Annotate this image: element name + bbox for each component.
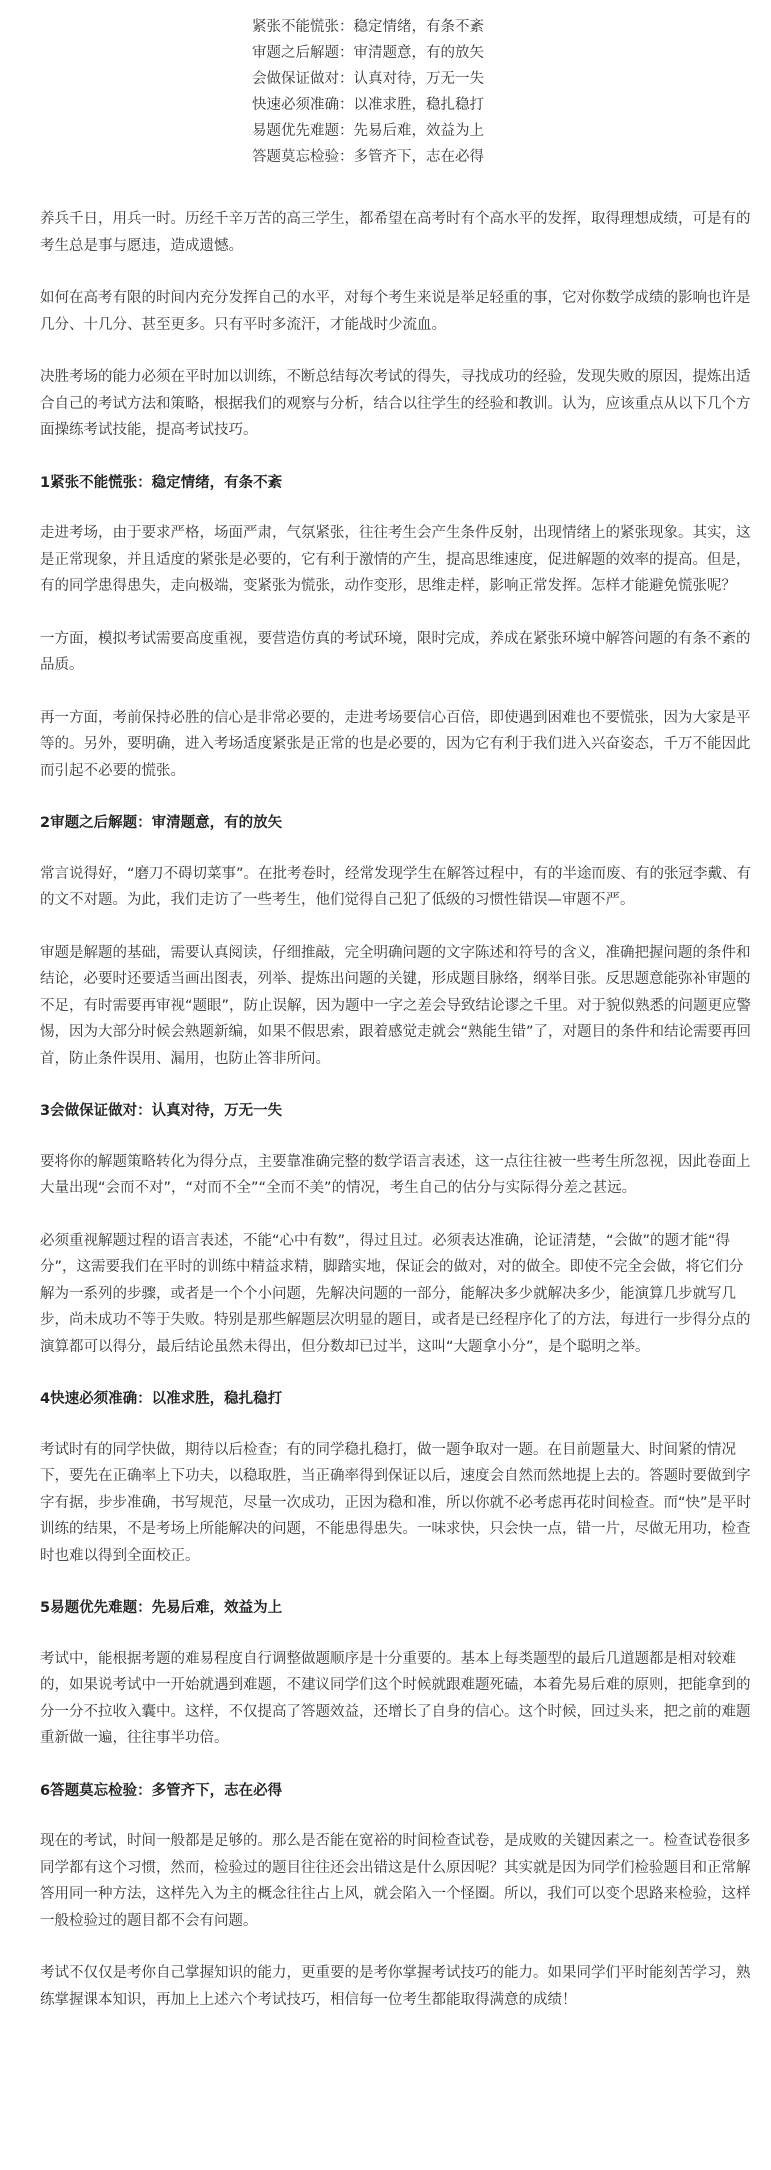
- intro-paragraph: 养兵千日，用兵一时。历经千辛万苦的高三学生，都希望在高考时有个高水平的发挥，取得理想成绩，可是有的考生总是事与愿违，造成遗憾。: [40, 211, 751, 254]
- section-paragraph: 走进考场，由于要求严格，场面严肃，气氛紧张，往往考生会产生条件反射，出现情绪上的紧张现象。其实，这是正常现象，并且适度的紧张是必要的，它有利于激情的产生，提高思维速度，促进解题的效率的提高。但是，有的同学患得患失，走向极端，变紧张为慌张，动作变形，思维走样，影响正常发挥。怎样才能避免慌张呢？: [40, 525, 751, 594]
- section-paragraph: 一方面，模拟考试需要高度重视，要营造仿真的考试环境，限时完成，养成在紧张环境中解答问题的有条不紊的品质。: [40, 630, 751, 673]
- summary-item: 易题优先难题：先易后难，效益为上: [252, 123, 484, 139]
- summary-list: [252, 14, 572, 170]
- section-heading: 5易题优先难题：先易后难，效益为上: [40, 1600, 283, 1616]
- section-paragraph: 考试中，能根据考题的难易程度自行调整做题顺序是十分重要的。基本上每类题型的最后几道题都是相对较难的，如果说考试中一开始就遇到难题，不建议同学们这个时候就跟难题死磕，本着先易后难的原则，把能拿到的分一分不拉收入囊中。这样，不仅提高了答题效益，还增长了自身的信心。这个时候，回过头来，把之前的难题重新做一遍，往往事半功倍。: [40, 1650, 751, 1746]
- section-paragraph: 必须重视解题过程的语言表述，不能“心中有数”，得过且过。必须表达准确，论证清楚，“会做”的题才能“得分”，这需要我们在平时的训练中精益求精，脚踏实地，保证会的做对，对的做全。即使不完全会做，将它们分解为一系列的步骤，或者是一个个小问题，先解决问题的一部分，能解决多少就解决多少，能演算几步就写几步，尚未成功不等于失败。特别是那些解题层次明显的题目，或者是已经程序化了的方法，每进行一步得分点的演算都可以得分，最后结论虽然未得出，但分数却已过半，这叫“大题拿小分”，是个聪明之举。: [40, 1232, 751, 1355]
- summary-item: 快速必须准确：以准求胜，稳扎稳打: [252, 97, 484, 113]
- section-paragraph: 审题是解题的基础，需要认真阅读，仔细推敲，完全明确问题的文字陈述和符号的含义，准确把握问题的条件和结论，必要时还要适当画出图表，列举、提炼出问题的关键，形成题目脉络，纲举目张。反思题意能弥补审题的不足，有时需要再审视“题眼”，防止误解，因为题中一字之差会导致结论谬之千里。对于貌似熟悉的问题更应警惕，因为大部分时候会熟题新编，如果不假思索，跟着感觉走就会“熟能生错”了，对题目的条件和结论需要再回首，防止条件误用、漏用，也防止答非所问。: [40, 944, 752, 1067]
- summary-item: 答题莫忘检验：多管齐下，志在必得: [252, 149, 484, 165]
- summary-item: 会做保证做对：认真对待，万无一失: [252, 71, 484, 87]
- section-heading: 6答题莫忘检验：多管齐下，志在必得: [40, 1782, 283, 1799]
- section-heading: 4快速必须准确：以准求胜，稳扎稳打: [40, 1391, 283, 1407]
- section-heading: 3会做保证做对：认真对待，万无一失: [40, 1103, 283, 1119]
- section-paragraph: 常言说得好，“磨刀不碍切菜事”。在批考卷时，经常发现学生在解答过程中，有的半途而废、有的张冠李戴、有的文不对题。为此，我们走访了一些考生，他们觉得自己犯了低级的习惯性错误—审题不严。: [40, 865, 752, 908]
- section-paragraph: 再一方面，考前保持必胜的信心是非常必要的，走进考场要信心百倍，即使遇到困难也不要慌张，因为大家是平等的。另外，要明确，进入考场适度紧张是正常的也是必要的，因为它有利于我们进入兴奋姿态，千万不能因此而引起不必要的慌张。: [40, 709, 751, 779]
- intro-paragraph: 决胜考场的能力必须在平时加以训练，不断总结每次考试的得失，寻找成功的经验，发现失败的原因，提炼出适合自己的考试方法和策略，根据我们的观察与分析，结合以往学生的经验和教训。认为，应该重点从以下几个方面操练考试技能，提高考试技巧。: [40, 369, 751, 438]
- section-paragraph: 考试时有的同学快做，期待以后检查；有的同学稳扎稳打，做一题争取对一题。在目前题量大、时间紧的情况下，要先在正确率上下功夫，以稳取胜，当正确率得到保证以后，速度会自然而然地提上去的。答题时要做到字字有据，步步准确，书写规范，尽量一次成功，正因为稳和准，所以你就不必考虑再花时间检查。而“快”是平时训练的结果，不是考场上所能解决的问题，不能患得患失。一味求快，只会快一点，错一片，尽做无用功，检查时也难以得到全面校正。: [40, 1441, 752, 1564]
- intro-paragraph: 如何在高考有限的时间内充分发挥自己的水平，对每个考生来说是举足轻重的事，它对你数学成绩的影响也许是几分、十几分、甚至更多。只有平时多流汗，才能战时少流血。: [40, 290, 751, 333]
- section-paragraph: 考试不仅仅是考你自己掌握知识的能力，更重要的是考你掌握考试技巧的能力。如果同学们平时能刻苦学习，熟练掌握课本知识，再加上上述六个考试技巧，相信每一位考生都能取得满意的成绩！: [40, 1965, 751, 2008]
- summary-item: 审题之后解题：审清题意，有的放矢: [252, 45, 484, 61]
- article-body: [40, 206, 752, 2039]
- section-paragraph: 现在的考试，时间一般都是足够的。那么是否能在宽裕的时间检查试卷，是成败的关键因素之一。检查试卷很多同学都有这个习惯，然而，检验过的题目往往还会出错这是什么原因呢？其实就是因为同学们检验题目和正常解答用同一种方法，这样先入为主的概念往往占上风，就会陷入一个怪圈。所以，我们可以变个思路来检验，这样一般检验过的题目都不会有问题。: [40, 1833, 751, 1929]
- summary-item: 紧张不能慌张：稳定情绪，有条不紊: [252, 19, 484, 35]
- section-heading: 2审题之后解题：审清题意，有的放矢: [40, 815, 283, 831]
- section-heading: 1紧张不能慌张：稳定情绪，有条不紊: [40, 474, 283, 491]
- section-paragraph: 要将你的解题策略转化为得分点，主要靠准确完整的数学语言表述，这一点往往被一些考生所忽视，因此卷面上大量出现“会而不对”，“对而不全”“全而不美”的情况，考生自己的估分与实际得分差之甚远。: [40, 1153, 751, 1196]
